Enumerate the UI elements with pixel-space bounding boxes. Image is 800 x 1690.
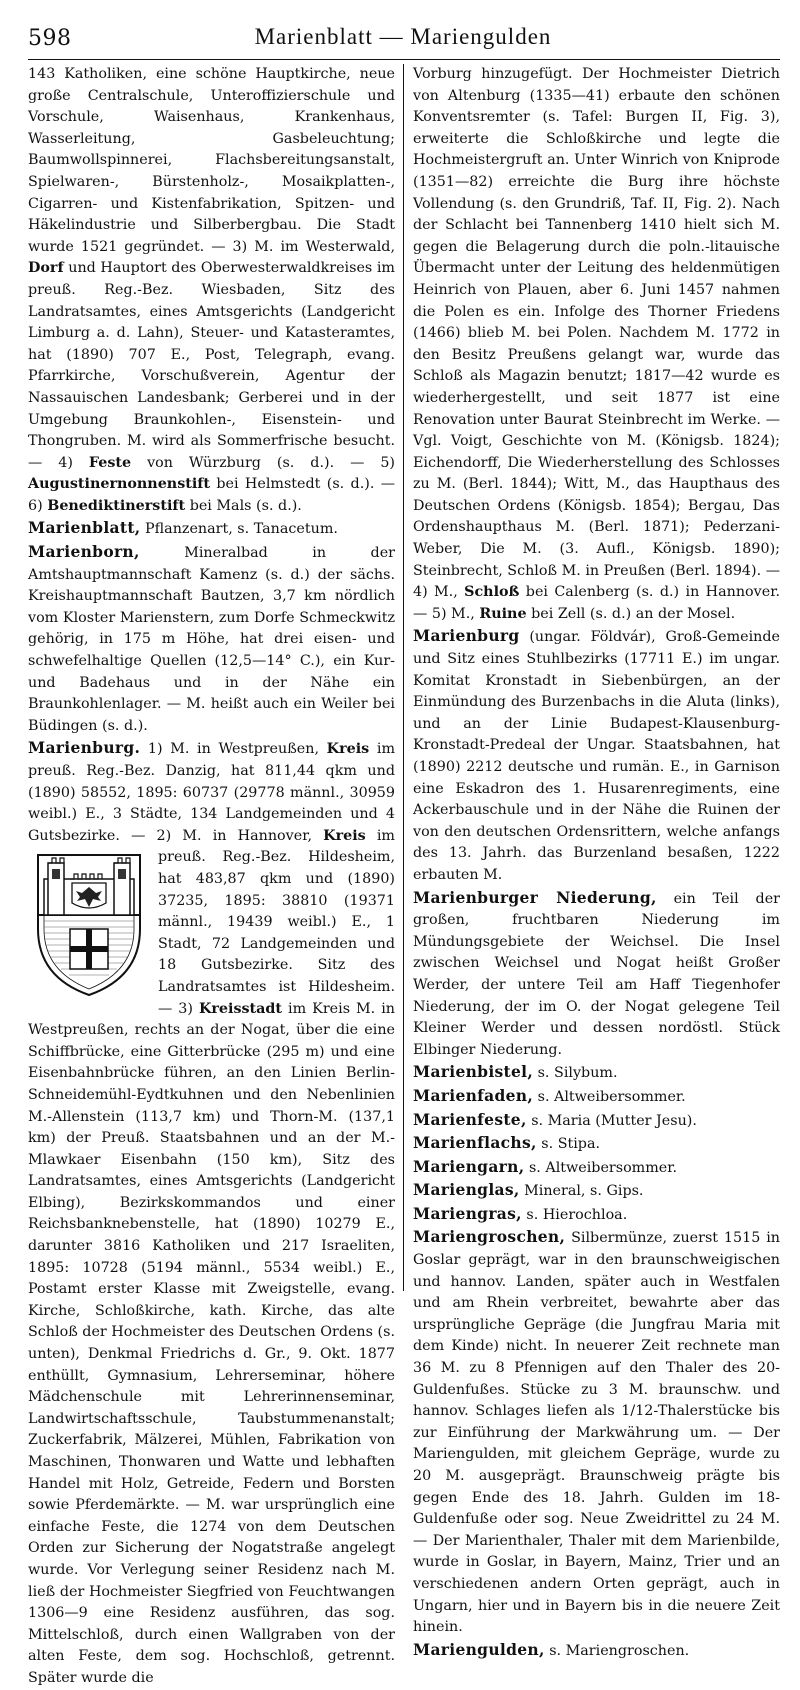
headword: Marienborn, [28,542,140,562]
subheading: Dorf [28,260,64,277]
entry-mariengras [413,1203,780,1227]
subheading: Augustinernonnenstift [28,476,211,493]
entry-text: s. Maria (Mutter Jesu). [531,1112,697,1129]
two-column-body [28,64,781,1686]
page-number: 598 [28,26,72,51]
entry-mariengarn [413,1156,780,1180]
entry-text: s. Hierochloa. [526,1206,628,1223]
subheading: Kreis [326,741,370,758]
text-run: 143 Katholiken, eine schöne Hauptkirche, neue große Centralschule, Unteroffizierschule und Vorschule, Waisenhaus, Krankenhaus, Wasserleitung, Gasbeleuchtung; Baumwollspinnerei, Flachsbereitungsanstalt, Spielwaren-, Bürstenholz-, Mosaikplatten-, Cigarren- und Kistenfabrikation, Spitzen- und Häkelindustrie und Silberbergbau. Die Stadt wurde 1521 gegründet. — 3) M. im Westerwald, [28,66,395,255]
headword: Marienblatt, [28,518,141,538]
article-text [28,64,395,517]
entry-text: s. Silybum. [537,1065,618,1082]
entry-marienburger-niederung [413,887,780,1062]
entry-text: im preuß. Reg.-Bez. Danzig, hat 811,44 qkm und (1890) 58552, 1895: 60737 (29778 männl., 30959 weibl.) E., 3 Städte, 134 Landgemeinden und 4 Gutsbezirke. — 2) M. in Hannover, [28,741,396,844]
header-rule [28,59,780,60]
running-title: Marienblatt — Mariengulden [254,24,552,49]
headword: Marienglas, [413,1180,520,1200]
entry-marienfaden [413,1085,780,1109]
entry-marienburg [28,737,395,1689]
text-run: von Würzburg (s. d.). — 5) [147,454,396,471]
subheading: Kreisstadt [198,1000,283,1017]
headword: Marienburg [413,626,520,646]
entry-text: s. Altweibersommer. [528,1159,678,1176]
entry-text: s. Mariengroschen. [549,1642,690,1659]
entry-text: (ungar. Földvár), Groß-Gemeinde und Sitz eines Stuhlbezirks (17711 E.) im ungar. Komitat Kronstadt in Siebenbürgen, an der Einmündung des Burzenbachs in die Aluta (links), und an der Linie Budapest-Klausenburg-Kronstadt-Predeal der Ungar. Staatsbahnen, hat (1890) 2212 deutsche und rumän. E., in Garnison eine Eskadron des 1. Husarenregiments, eine Ackerbauschule und in der Nähe die Ruinen der von den deutschen Ordensrittern, welche anfangs des 13. Jahrh. das Burzenland besaßen, 1222 erbauten M. [413,629,780,883]
text-run: bei Mals (s. d.). [189,497,302,514]
entry-text: s. Stipa. [541,1136,601,1153]
entry-text: Silbermünze, zuerst 1515 in Goslar geprägt, war in den braunschweigischen und hannov. Landen, später auch in Westfalen und am Rhein verbreitet, bewahrte aber das ursprüngliche Gepräge (die Jungfrau Maria mit dem Kinde) nicht. In neuerer Zeit rechnete man 36 M. zu 8 Pfennigen auf den Thaler des 20-Guldenfußes. Stücke zu 3 M. braunschw. und hannov. Schlages liefen als 1/12-Thalerstücke bis zur Einführung der Markwährung um. — Der Mariengulden, mit gleichem Gepräge, wurde zu 20 M. ausgeprägt. Braunschweig prägte bis gegen Ende des 18. Jahrh. Gulden im 18-Guldenfuße oder sog. Neue Zweidrittel zu 24 M. — Der Marienthaler, Thaler mit dem Marienbilde, wurde in Goslar, in Bayern, Mainz, Trier und an verschiedenen andern Orten geprägt, auch in Ungarn, hier und in Bayern bis in die neuere Zeit hinein. [413,1230,780,1636]
entry-text: 1) M. in Westpreußen, [147,741,319,758]
subheading: Schloß [464,584,520,601]
entry-text: Mineral, s. Gips. [524,1183,644,1200]
headword: Mariengras, [413,1203,522,1223]
subheading: Benediktinerstift [47,497,186,514]
entry-marienflachs [413,1132,780,1156]
entry-marienburg-ungarn [413,625,780,886]
entry-text: im preuß. Reg.-Bez. Hildesheim, hat 483,87 qkm und (1890) 37235, 1895: 38810 (19371 männl., 19439 weibl.) E., 1 Stadt, 72 Landgemeinden und 18 Gutsbezirke. Sitz des Landratsamtes ist Hildesheim. — 3) [158,827,395,1017]
text-run: bei Helmstedt (s. d.). — 6) [28,476,396,514]
text-run: und Hauptort des Oberwesterwaldkreises im preuß. Reg.-Bez. Wiesbaden, Sitz des Landratsamtes, eines Amtsgerichts (Landgericht Limburg a. d. Lahn), Steuer- und Katasteramtes, hat (1890) 707 E., Post, Telegraph, evang. Pfarrkirche, Vorschußverein, Agentur der Nassauischen Landesbank; Gerberei und in der Umgebung Braunkohlen-, Eisenstein- und Thongruben. M. wird als Sommerfrische besucht. — 4) [28,260,395,471]
headword: Marienflachs, [413,1133,537,1153]
entry-marienblatt [28,517,395,541]
left-column [28,64,404,1686]
headword: Marienbistel, [413,1062,534,1082]
text-run: Vorburg hinzugefügt. Der Hochmeister Dietrich von Altenburg (1335—41) erbaute den schönen Konventsremter (s. Tafel: Burgen II, Fig. 3), erweiterte die Schloßkirche und legte die Hochmeistergruft an. Unter Winrich von Kniprode (1351—82) erreichte die Burg ihre höchste Vollendung (s. den Grundriß, Taf. II, Fig. 2). Nach der Schlacht bei Tannenberg 1410 hielt sich M. gegen die Belagerung durch die poln.-litauische Übermacht unter der Leitung des heldenmütigen Heinrich von Plauen, aber 6. Juni 1457 nahmen die Polen es ein. Infolge des Thorner Friedens (1466) blieb M. bei Polen. Nachdem M. 1772 in den Besitz Preußens gelangt war, wurde das Schloß als Magazin benutzt; 1817—42 wurde es wiederhergestellt, und seit 1877 ist eine Renovation unter Baurat Steinbrecht im Werke. — Vgl. Voigt, Geschichte von M. (Königsb. 1824); Eichendorff, Die Wiederherstellung des Schlosses zu M. (Berl. 1844); Witt, M., das Haupthaus des Deutschen Ordens (Königsb. 1854); Bergau, Das Ordenshaupthaus M. (Berl. 1871); Pederzani-Weber, Die M. (3. Aufl., Königsb. 1890); Steinbrecht, Schloß M. in Preußen (Berl. 1894). — 4) M., [413,66,780,601]
text-run: bei Zell (s. d.) an der Mosel. [531,605,736,622]
entry-text: s. Altweibersommer. [537,1088,686,1105]
coat-of-arms-image [30,849,148,999]
headword: Marienburger Niederung, [413,887,657,907]
subheading: Kreis [323,827,366,844]
headword: Mariengulden, [413,1639,545,1659]
entry-text: im Kreis M. in Westpreußen, rechts an der Nogat, über die eine Schiffbrücke, eine Gitterbrücke (295 m) und eine Eisenbahnbrücke führen, an den Linien Berlin-Schneidemühl-Eydtkuhnen und den Nebenlinien M.-Allenstein (113,7 km) und Thorn-M. (137,1 km) der Preuß. Staatsbahnen und an der M.-Mlawkaer Eisenbahn (150 km), Sitz des Landratsamtes, eines Amtsgerichts (Landgericht Elbing), Bezirkskommandos und einer Reichsbanknebenstelle, hat (1890) 10279 E., darunter 3816 Katholiken und 217 Israeliten, 1895: 10728 (5194 männl., 5534 weibl.) E., Postamt erster Klasse mit Zweigstelle, evang. Kirche, Schloßkirche, kath. Kirche, das alte Schloß der Hochmeister des Deutschen Ordens (s. unten), Denkmal Friedrichs d. Gr., 9. Okt. 1877 enthüllt, Gymnasium, Lehrerseminar, höhere Mädchenschule mit Lehrerinnenseminar, Landwirtschaftsschule, Taubstummenanstalt; Zuckerfabrik, Mälzerei, Mühlen, Fabrikation von Maschinen, Thonwaren und Watte und lebhaften Handel mit Holz, Getreide, Federn und Borsten sowie Pferdemärkte. — M. war ursprünglich eine einfache Feste, die 1274 von dem Deutschen Orden zur Sicherung der Nogatstraße angelegt wurde. Vor Verlegung seiner Residenz nach M. ließ der Hochmeister Siegfried von Feuchtwangen 1306—9 eine Residenz ausführen, das sog. Mittelschloß, durch einen Wallgraben von der alten Feste, dem sog. Hochschloß, getrennt. Später wurde die [28,1000,395,1686]
entry-mariengroschen [413,1226,780,1638]
entry-text: ein Teil der großen, fruchtbaren Niederung im Mündungsgebiete der Weichsel. Die Insel zwischen Weichsel und Nogat heißt Großer Werder, der untere Teil am Haff Tiegenhofer Niederung, der im O. der Nogat gelegene Teil Kleiner Werder und dessen nordöstl. Stück Elbinger Niederung. [413,890,780,1058]
article-text [413,64,780,625]
subheading: Ruine [479,605,527,622]
entry-text: Mineralbad in der Amtshauptmannschaft Kamenz (s. d.) der sächs. Kreishauptmannschaft Bautzen, 3,7 km nördlich vom Kloster Marienstern, zum Dorfe Schmeckwitz gehörig, in 175 m Höhe, hat drei eisen- und schwefelhaltige Quellen (12,5—14° C.), ein Kur- und Badehaus und in der Nähe ein Braunkohlenlager. — M. heißt auch ein Weiler bei Büdingen (s. d.). [28,545,395,734]
entry-marienglas [413,1179,780,1203]
headword: Marienburg. [28,738,141,758]
entry-text: Pflanzenart, s. Tanacetum. [145,521,338,538]
page-header [28,22,778,56]
headword: Marienfaden, [413,1085,534,1105]
entry-mariengulden [413,1639,780,1663]
entry-marienfeste [413,1109,780,1133]
headword: Marienfeste, [413,1109,527,1129]
entry-marienborn [28,541,395,737]
headword: Mariengroschen, [413,1227,566,1247]
right-column [404,64,781,1659]
entry-marienbistel [413,1061,780,1085]
headword: Mariengarn, [413,1156,525,1176]
subheading: Feste [88,454,132,471]
text-run: bei Calenberg (s. d.) in Hannover. — 5) M., [413,584,781,622]
